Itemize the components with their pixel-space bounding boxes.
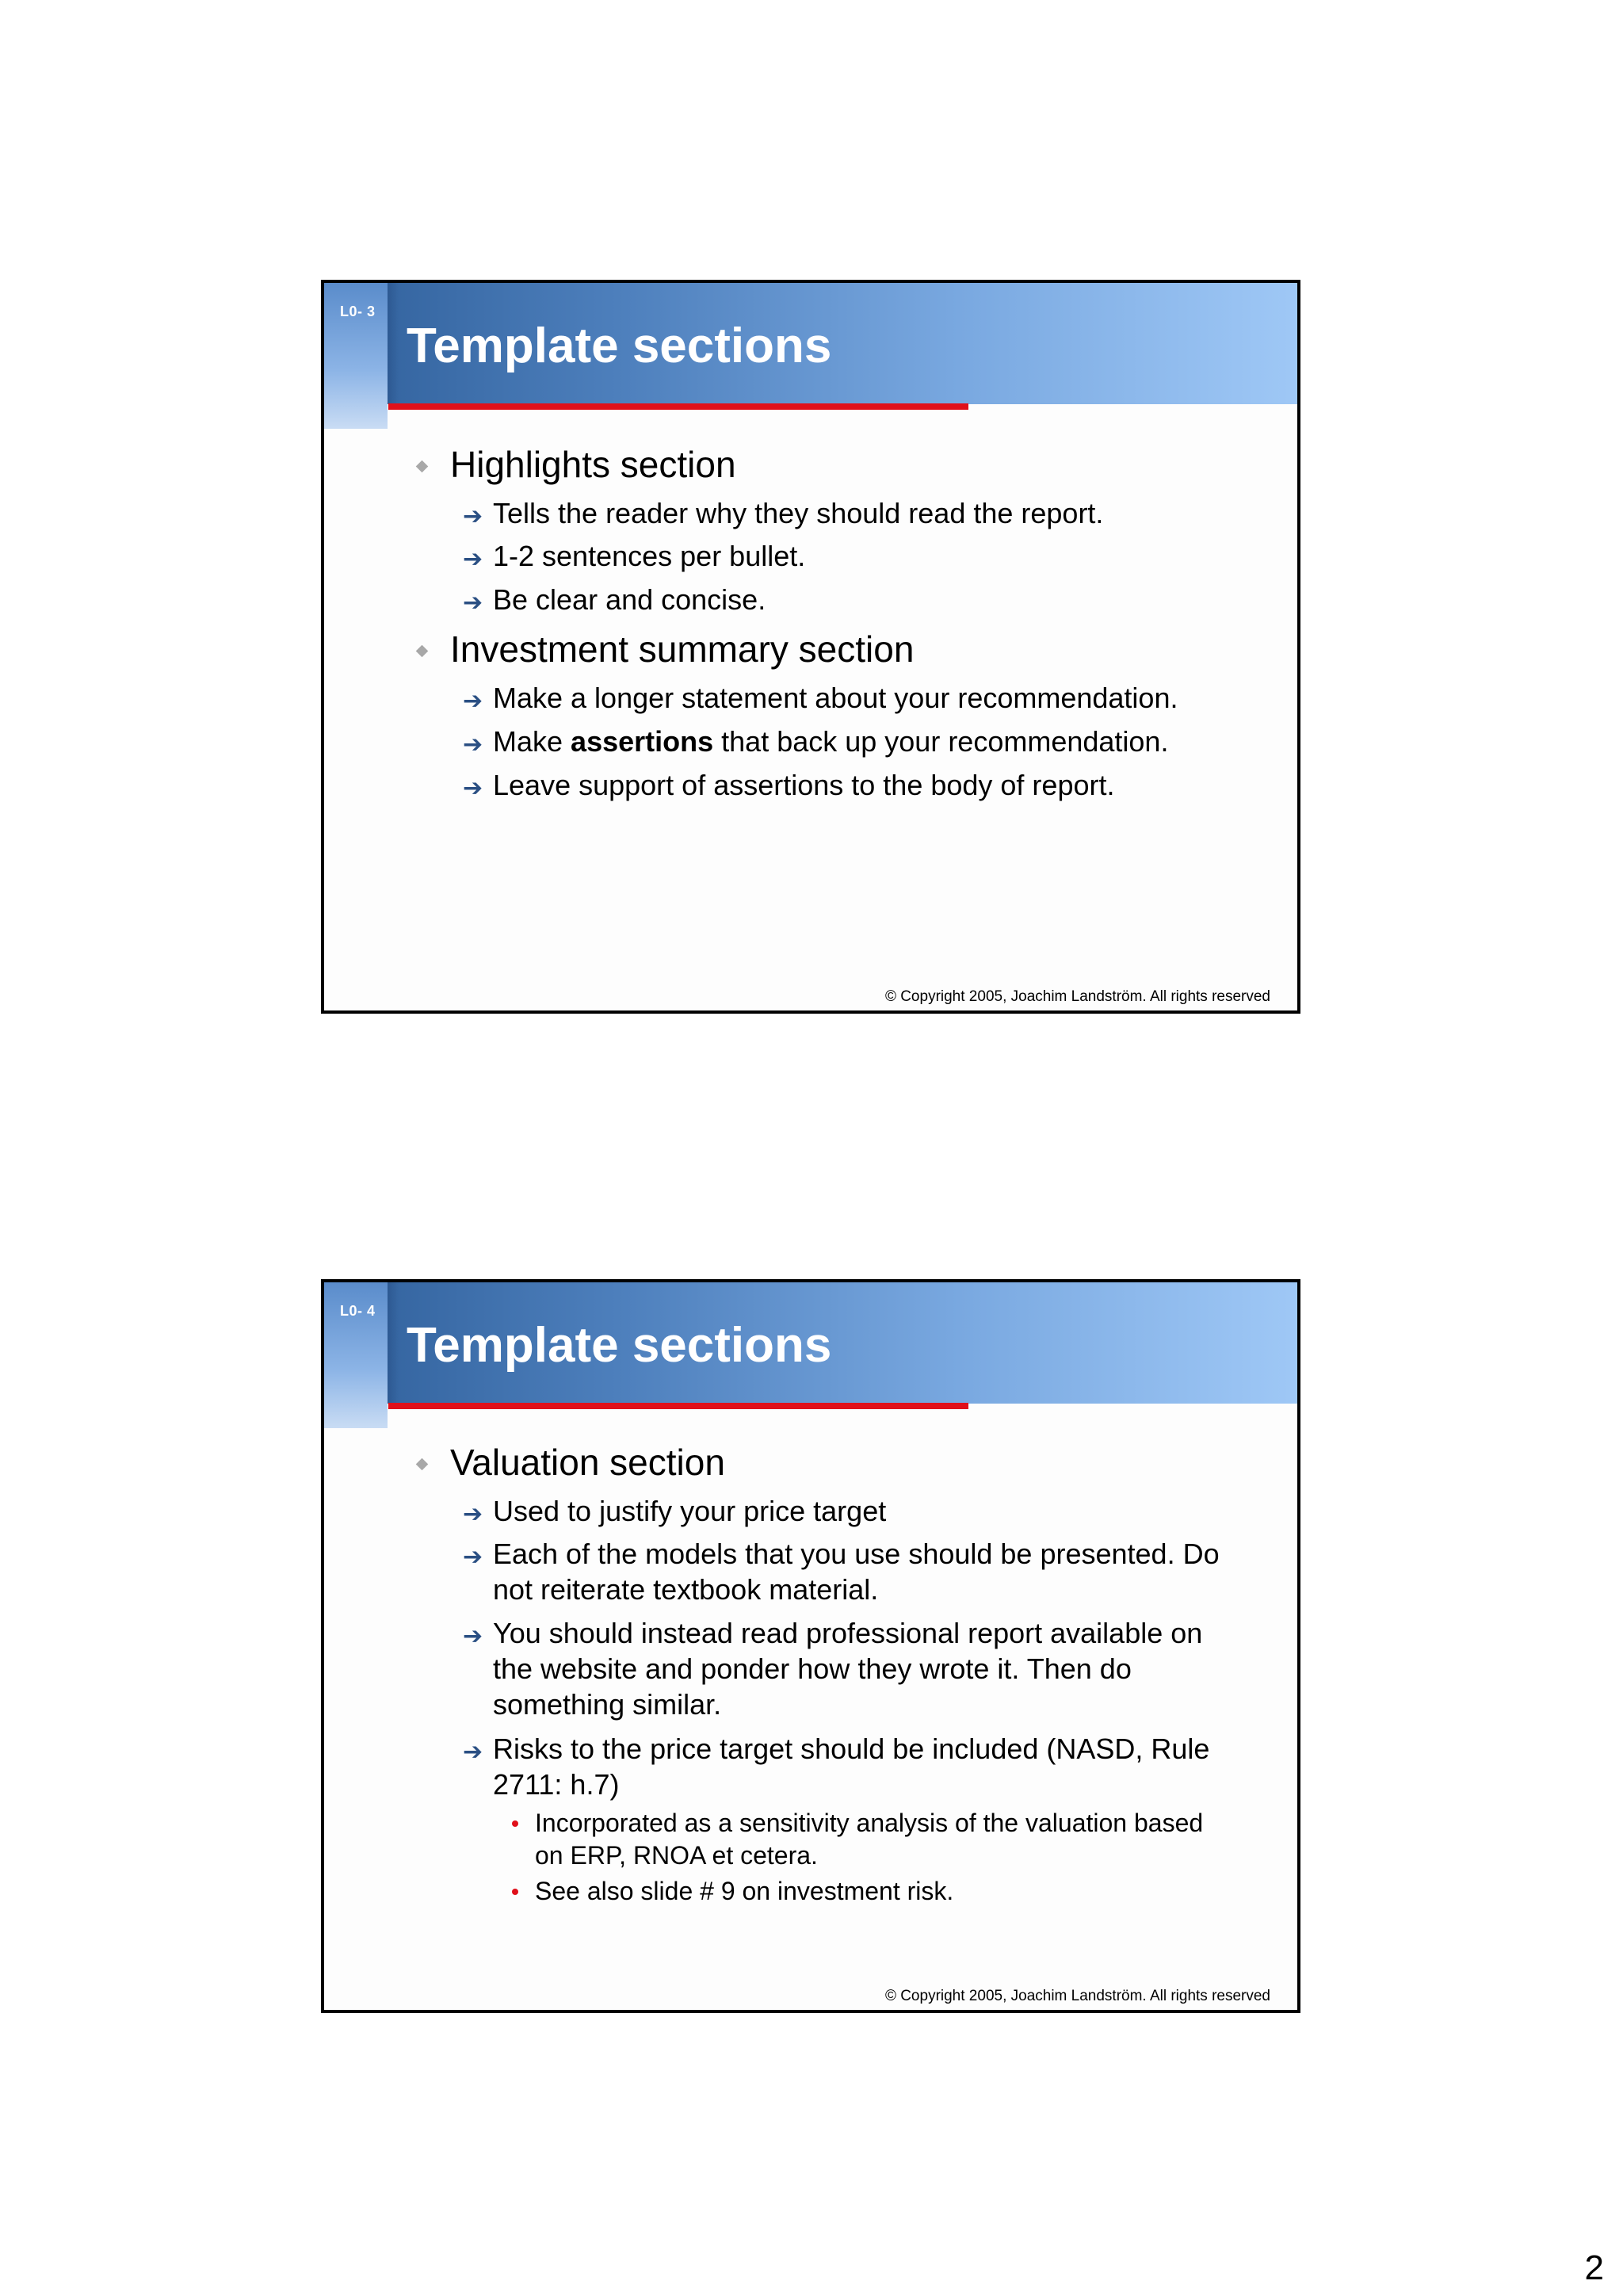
sub-list-item-line: on ERP, RNOA et cetera. (535, 1841, 818, 1870)
diamond-bullet-icon (416, 460, 429, 473)
sub-list-item (535, 1875, 953, 1908)
list-item-line: not reiterate textbook material. (493, 1573, 879, 1606)
list-item-line: something similar. (493, 1688, 722, 1721)
slide-title: Template sections (407, 1318, 832, 1373)
arrow-bullet-icon: ➔ (463, 1623, 483, 1649)
arrow-bullet-icon: ➔ (463, 1501, 483, 1527)
list-item-line: Used to justify your price target (493, 1495, 887, 1527)
list-item (493, 1493, 886, 1529)
arrow-bullet-icon: ➔ (463, 688, 483, 714)
slide-content (324, 1282, 1297, 2010)
list-item-line: Each of the models that you use should be presented. Do (493, 1538, 1220, 1570)
sub-list-item-line: Incorporated as a sensitivity analysis of the valuation based (535, 1809, 1204, 1837)
list-item-line: You should instead read professional report available on (493, 1617, 1203, 1649)
slide-l0-4 (321, 1279, 1300, 2013)
list-item: 1-2 sentences per bullet. (493, 540, 806, 572)
list-item-line: 2711: h.7) (493, 1768, 620, 1801)
list-item-text: Make (493, 725, 571, 758)
slide-number: L0- 4 (340, 1303, 376, 1319)
arrow-bullet-icon: ➔ (463, 1544, 483, 1570)
diamond-bullet-icon (416, 645, 429, 658)
arrow-bullet-icon: ➔ (463, 1739, 483, 1765)
section-heading: Highlights section (450, 444, 736, 485)
arrow-bullet-icon: ➔ (463, 503, 483, 529)
slide-l0-3 (321, 280, 1300, 1014)
arrow-bullet-icon: ➔ (463, 732, 483, 758)
sub-list-item-line: See also slide # 9 on investment risk. (535, 1877, 954, 1905)
copyright-notice: © Copyright 2005, Joachim Landström. All rights reserved (884, 988, 1270, 1005)
list-item: Leave support of assertions to the body of report. (493, 769, 1115, 801)
list-item (493, 1615, 1202, 1722)
copyright-notice: © Copyright 2005, Joachim Landström. All rights reserved (884, 1988, 1270, 2004)
slide-title: Template sections (407, 319, 832, 373)
slide-number: L0- 3 (340, 304, 376, 319)
section-heading: Valuation section (450, 1442, 725, 1483)
list-item (493, 1731, 1209, 1802)
red-bullet-icon (512, 1820, 518, 1827)
red-bullet-icon (512, 1889, 518, 1895)
emphasis-text: assertions (571, 725, 714, 758)
list-item: Be clear and concise. (493, 583, 766, 616)
list-item-line: the website and ponder how they wrote it. Then do (493, 1652, 1132, 1685)
list-item-text: that back up your recommendation. (713, 725, 1169, 758)
list-item (493, 724, 1168, 759)
list-item (493, 1536, 1220, 1607)
arrow-bullet-icon: ➔ (463, 775, 483, 801)
sub-list-item (535, 1807, 1203, 1872)
arrow-bullet-icon: ➔ (463, 546, 483, 572)
page-number: 2 (1584, 2248, 1604, 2287)
list-item: Make a longer statement about your recommendation. (493, 682, 1178, 714)
arrow-bullet-icon: ➔ (463, 590, 483, 616)
diamond-bullet-icon (416, 1458, 429, 1471)
slide-content (324, 283, 1297, 1010)
section-heading: Investment summary section (450, 628, 915, 670)
list-item: Tells the reader why they should read the report. (493, 497, 1104, 529)
list-item-line: Risks to the price target should be included (NASD, Rule (493, 1733, 1210, 1765)
